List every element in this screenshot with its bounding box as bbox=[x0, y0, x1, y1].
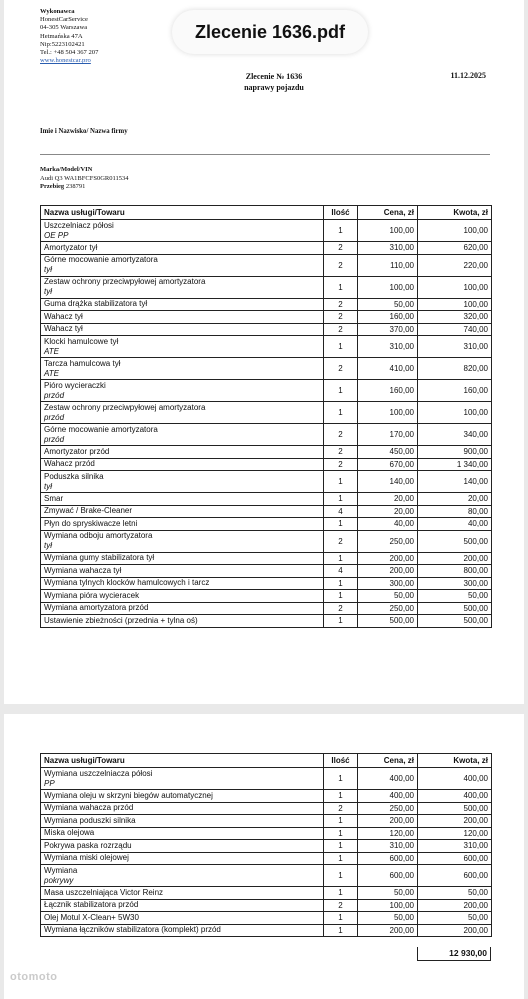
item-name-cell bbox=[41, 590, 324, 603]
item-qty: 1 bbox=[324, 336, 358, 358]
item-price: 670,00 bbox=[358, 458, 418, 471]
item-name-cell bbox=[41, 505, 324, 518]
item-name-cell bbox=[41, 323, 324, 336]
table-row bbox=[41, 276, 492, 298]
item-price: 400,00 bbox=[358, 768, 418, 790]
item-qty: 1 bbox=[324, 220, 358, 242]
item-qty: 2 bbox=[324, 298, 358, 311]
item-name-cell bbox=[41, 924, 324, 937]
item-qty: 1 bbox=[324, 380, 358, 402]
item-price: 310,00 bbox=[358, 840, 418, 853]
item-qty: 2 bbox=[324, 424, 358, 446]
item-name: Miska olejowa bbox=[44, 828, 95, 838]
item-qty: 1 bbox=[324, 768, 358, 790]
items-table-page-1 bbox=[40, 205, 492, 628]
item-name-cell bbox=[41, 827, 324, 840]
item-name: Wymiana oleju w skrzyni biegów automatycznej bbox=[44, 790, 213, 800]
item-name: Klocki hamulcowe tył bbox=[44, 336, 119, 346]
item-name: Guma drążka stabilizatora tył bbox=[44, 299, 148, 309]
table-row bbox=[41, 424, 492, 446]
item-amount: 740,00 bbox=[418, 323, 492, 336]
table-row bbox=[41, 518, 492, 531]
client-label: Imie i Nazwisko/ Nazwa firmy bbox=[40, 128, 128, 135]
item-qty: 1 bbox=[324, 276, 358, 298]
item-price: 250,00 bbox=[358, 602, 418, 615]
item-amount: 310,00 bbox=[418, 336, 492, 358]
item-name-cell bbox=[41, 790, 324, 803]
table-row bbox=[41, 358, 492, 380]
table-row bbox=[41, 768, 492, 790]
item-qty: 2 bbox=[324, 323, 358, 336]
item-note: ATE bbox=[44, 346, 59, 356]
table-row bbox=[41, 505, 492, 518]
item-amount: 20,00 bbox=[418, 493, 492, 506]
item-name-cell bbox=[41, 254, 324, 276]
item-qty: 2 bbox=[324, 311, 358, 324]
item-name-cell bbox=[41, 358, 324, 380]
item-name: Uszczelniacz półosi bbox=[44, 220, 114, 230]
vendor-street: Hetmańska 47A bbox=[40, 32, 83, 40]
header-qty: Ilość bbox=[324, 754, 358, 768]
item-price: 160,00 bbox=[358, 380, 418, 402]
item-name-cell bbox=[41, 471, 324, 493]
item-qty: 2 bbox=[324, 358, 358, 380]
vehicle-block bbox=[40, 166, 129, 192]
item-name: Górne mocowanie amortyzatora bbox=[44, 255, 158, 264]
item-price: 250,00 bbox=[358, 802, 418, 815]
table-row bbox=[41, 565, 492, 578]
item-price: 250,00 bbox=[358, 530, 418, 552]
item-name: Wymiana gumy stabilizatora tył bbox=[44, 553, 155, 563]
item-name: Wahacz tył bbox=[44, 311, 83, 321]
item-name-cell bbox=[41, 298, 324, 311]
item-amount: 200,00 bbox=[418, 899, 492, 912]
table-row bbox=[41, 924, 492, 937]
item-name: Wahacz przód bbox=[44, 459, 95, 469]
item-amount: 340,00 bbox=[418, 424, 492, 446]
vendor-block bbox=[40, 8, 98, 65]
order-title: Zlecenie № 1636 bbox=[245, 72, 303, 81]
item-price: 140,00 bbox=[358, 471, 418, 493]
item-qty: 2 bbox=[324, 254, 358, 276]
item-name-cell bbox=[41, 220, 324, 242]
item-qty: 2 bbox=[324, 899, 358, 912]
item-qty: 1 bbox=[324, 402, 358, 424]
item-name-cell bbox=[41, 424, 324, 446]
item-amount: 310,00 bbox=[418, 840, 492, 853]
vendor-city: 04-305 Warszawa bbox=[40, 24, 88, 32]
item-qty: 1 bbox=[324, 577, 358, 590]
vendor-label: Wykonawca bbox=[40, 8, 75, 15]
item-amount: 500,00 bbox=[418, 602, 492, 615]
table-row bbox=[41, 458, 492, 471]
item-qty: 1 bbox=[324, 615, 358, 628]
item-amount: 400,00 bbox=[418, 790, 492, 803]
item-amount: 200,00 bbox=[418, 815, 492, 828]
item-name: Tarcza hamulcowa tył bbox=[44, 358, 121, 368]
table-row bbox=[41, 311, 492, 324]
item-qty: 1 bbox=[324, 827, 358, 840]
item-amount: 600,00 bbox=[418, 852, 492, 865]
order-title-block bbox=[204, 71, 344, 93]
item-name: Pióro wycieraczki bbox=[44, 380, 106, 390]
item-name: Płyn do spryskiwacze letni bbox=[44, 518, 138, 528]
item-name-cell bbox=[41, 402, 324, 424]
item-price: 200,00 bbox=[358, 552, 418, 565]
item-price: 170,00 bbox=[358, 424, 418, 446]
item-price: 310,00 bbox=[358, 242, 418, 255]
vendor-name: HonestCarService bbox=[40, 16, 88, 24]
item-note: OE PP bbox=[44, 230, 69, 240]
item-note: przód bbox=[44, 390, 65, 400]
item-name: Wahacz tył bbox=[44, 324, 83, 334]
item-name: Poduszka silnika bbox=[44, 471, 104, 481]
item-amount: 200,00 bbox=[418, 924, 492, 937]
item-name: Zestaw ochrony przeciwpyłowej amortyzatora bbox=[44, 277, 206, 286]
item-note: pokrywy bbox=[44, 875, 74, 885]
header-amount: Kwota, zł bbox=[418, 206, 492, 220]
vendor-phone: Tel.: +48 504 367 207 bbox=[40, 49, 99, 57]
vendor-website-link[interactable]: www.honestcar.pro bbox=[40, 57, 91, 65]
item-name-cell bbox=[41, 276, 324, 298]
item-name-cell bbox=[41, 518, 324, 531]
item-amount: 400,00 bbox=[418, 768, 492, 790]
item-price: 100,00 bbox=[358, 276, 418, 298]
table-row bbox=[41, 899, 492, 912]
item-amount: 50,00 bbox=[418, 590, 492, 603]
table-row bbox=[41, 852, 492, 865]
item-note: przód bbox=[44, 412, 65, 422]
item-amount: 800,00 bbox=[418, 565, 492, 578]
table-row bbox=[41, 887, 492, 900]
file-name-badge bbox=[172, 10, 368, 54]
item-amount: 620,00 bbox=[418, 242, 492, 255]
item-name-cell bbox=[41, 565, 324, 578]
item-qty: 1 bbox=[324, 912, 358, 925]
table-row bbox=[41, 242, 492, 255]
item-qty: 1 bbox=[324, 840, 358, 853]
item-name-cell bbox=[41, 912, 324, 925]
item-price: 600,00 bbox=[358, 852, 418, 865]
item-name: Wymiana bbox=[44, 865, 78, 875]
table-row bbox=[41, 790, 492, 803]
item-qty: 2 bbox=[324, 802, 358, 815]
item-amount: 600,00 bbox=[418, 865, 492, 887]
item-amount: 320,00 bbox=[418, 311, 492, 324]
vehicle-value: Audi Q3 WA1BFCFS0GR011534 bbox=[40, 174, 129, 182]
table-row bbox=[41, 912, 492, 925]
item-price: 110,00 bbox=[358, 254, 418, 276]
item-amount: 120,00 bbox=[418, 827, 492, 840]
item-name-cell bbox=[41, 615, 324, 628]
item-note: przód bbox=[44, 434, 65, 444]
item-amount: 500,00 bbox=[418, 530, 492, 552]
item-name: Zmywać / Brake-Cleaner bbox=[44, 506, 133, 516]
item-note: tył bbox=[44, 287, 52, 296]
item-name-cell bbox=[41, 446, 324, 459]
header-name: Nazwa usługi/Towaru bbox=[41, 206, 324, 220]
item-name-cell bbox=[41, 802, 324, 815]
item-name: Wymiana wahacza tył bbox=[44, 565, 122, 575]
file-name: Zlecenie 1636.pdf bbox=[194, 21, 346, 42]
item-name: Zestaw ochrony przeciwpyłowej amortyzatora bbox=[44, 402, 206, 412]
item-qty: 1 bbox=[324, 471, 358, 493]
table-row bbox=[41, 298, 492, 311]
item-name: Masa uszczelniająca Victor Reinz bbox=[44, 887, 164, 897]
table-row bbox=[41, 220, 492, 242]
item-price: 40,00 bbox=[358, 518, 418, 531]
item-name: Wymiana poduszki silnika bbox=[44, 815, 136, 825]
item-name: Amortyzator przód bbox=[44, 446, 110, 456]
item-name: Wymiana amortyzatora przód bbox=[44, 603, 149, 613]
item-amount: 500,00 bbox=[418, 615, 492, 628]
item-amount: 100,00 bbox=[418, 402, 492, 424]
header-amount: Kwota, zł bbox=[418, 754, 492, 768]
item-amount: 200,00 bbox=[418, 552, 492, 565]
item-price: 100,00 bbox=[358, 220, 418, 242]
item-name: Wymiana uszczelniacza półosi bbox=[44, 768, 153, 778]
table-row bbox=[41, 590, 492, 603]
vehicle-label: Marka/Model/VIN bbox=[40, 166, 93, 173]
item-amount: 100,00 bbox=[418, 276, 492, 298]
item-price: 410,00 bbox=[358, 358, 418, 380]
item-qty: 1 bbox=[324, 790, 358, 803]
table-row bbox=[41, 815, 492, 828]
item-name-cell bbox=[41, 768, 324, 790]
item-name-cell bbox=[41, 815, 324, 828]
item-price: 500,00 bbox=[358, 615, 418, 628]
item-price: 200,00 bbox=[358, 565, 418, 578]
item-note: tył bbox=[44, 541, 52, 550]
item-qty: 2 bbox=[324, 458, 358, 471]
item-amount: 100,00 bbox=[418, 298, 492, 311]
table-row bbox=[41, 323, 492, 336]
item-name: Wymiana pióra wycieracek bbox=[44, 590, 140, 600]
item-name: Wymiana tylnych klocków hamulcowych i tarcz bbox=[44, 578, 210, 588]
item-name-cell bbox=[41, 380, 324, 402]
item-name-cell bbox=[41, 887, 324, 900]
table-row bbox=[41, 471, 492, 493]
table-row bbox=[41, 530, 492, 552]
item-name-cell bbox=[41, 852, 324, 865]
document-page-1 bbox=[4, 0, 524, 704]
header-price: Cena, zł bbox=[358, 754, 418, 768]
item-qty: 2 bbox=[324, 446, 358, 459]
item-qty: 1 bbox=[324, 887, 358, 900]
item-price: 600,00 bbox=[358, 865, 418, 887]
table-header-row bbox=[41, 754, 492, 768]
item-price: 50,00 bbox=[358, 887, 418, 900]
item-price: 50,00 bbox=[358, 912, 418, 925]
order-subtitle: naprawy pojazdu bbox=[244, 83, 304, 92]
item-qty: 2 bbox=[324, 242, 358, 255]
table-row bbox=[41, 336, 492, 358]
item-price: 120,00 bbox=[358, 827, 418, 840]
table-row bbox=[41, 615, 492, 628]
item-name-cell bbox=[41, 336, 324, 358]
table-row bbox=[41, 493, 492, 506]
item-name-cell bbox=[41, 899, 324, 912]
item-name: Wymiana miski olejowej bbox=[44, 853, 129, 863]
item-name: Łącznik stabilizatora przód bbox=[44, 900, 139, 910]
table-row bbox=[41, 827, 492, 840]
item-note: tył bbox=[44, 265, 52, 274]
item-price: 300,00 bbox=[358, 577, 418, 590]
item-name-cell bbox=[41, 577, 324, 590]
item-price: 160,00 bbox=[358, 311, 418, 324]
item-amount: 900,00 bbox=[418, 446, 492, 459]
mileage-label: Przebieg bbox=[40, 183, 65, 190]
item-price: 400,00 bbox=[358, 790, 418, 803]
item-note: PP bbox=[44, 778, 55, 788]
item-name-cell bbox=[41, 493, 324, 506]
table-row bbox=[41, 446, 492, 459]
table-row bbox=[41, 552, 492, 565]
item-name: Olej Motul X-Clean+ 5W30 bbox=[44, 912, 139, 922]
items-table-page-2 bbox=[40, 753, 492, 937]
item-qty: 2 bbox=[324, 602, 358, 615]
item-amount: 80,00 bbox=[418, 505, 492, 518]
item-name-cell bbox=[41, 840, 324, 853]
item-price: 200,00 bbox=[358, 815, 418, 828]
item-name-cell bbox=[41, 552, 324, 565]
table-row bbox=[41, 602, 492, 615]
item-amount: 220,00 bbox=[418, 254, 492, 276]
item-qty: 1 bbox=[324, 590, 358, 603]
item-amount: 300,00 bbox=[418, 577, 492, 590]
item-amount: 500,00 bbox=[418, 802, 492, 815]
item-qty: 4 bbox=[324, 565, 358, 578]
item-note: ATE bbox=[44, 368, 59, 378]
item-amount: 160,00 bbox=[418, 380, 492, 402]
table-row bbox=[41, 865, 492, 887]
table-row bbox=[41, 802, 492, 815]
item-amount: 40,00 bbox=[418, 518, 492, 531]
item-price: 20,00 bbox=[358, 505, 418, 518]
item-amount: 50,00 bbox=[418, 912, 492, 925]
table-header-row bbox=[41, 206, 492, 220]
mileage-value: 238791 bbox=[65, 183, 86, 190]
item-qty: 1 bbox=[324, 552, 358, 565]
document-page-2 bbox=[4, 714, 524, 999]
table-row bbox=[41, 840, 492, 853]
item-price: 50,00 bbox=[358, 590, 418, 603]
item-name: Smar bbox=[44, 493, 64, 503]
item-amount: 100,00 bbox=[418, 220, 492, 242]
item-name: Amortyzator tył bbox=[44, 242, 98, 252]
item-name-cell bbox=[41, 311, 324, 324]
item-price: 20,00 bbox=[358, 493, 418, 506]
watermark-logo: otomoto bbox=[10, 971, 58, 983]
item-price: 100,00 bbox=[358, 899, 418, 912]
header-price: Cena, zł bbox=[358, 206, 418, 220]
table-row bbox=[41, 402, 492, 424]
table-row bbox=[41, 254, 492, 276]
item-name-cell bbox=[41, 530, 324, 552]
item-price: 200,00 bbox=[358, 924, 418, 937]
item-amount: 1 340,00 bbox=[418, 458, 492, 471]
item-name-cell bbox=[41, 602, 324, 615]
table-row bbox=[41, 577, 492, 590]
header-name: Nazwa usługi/Towaru bbox=[41, 754, 324, 768]
item-name: Wymiana wahacza przód bbox=[44, 803, 134, 813]
item-name-cell bbox=[41, 865, 324, 887]
order-date: 11.12.2025 bbox=[450, 71, 486, 80]
item-price: 100,00 bbox=[358, 402, 418, 424]
header-qty: Ilość bbox=[324, 206, 358, 220]
item-amount: 820,00 bbox=[418, 358, 492, 380]
item-name-cell bbox=[41, 458, 324, 471]
item-qty: 4 bbox=[324, 505, 358, 518]
item-price: 450,00 bbox=[358, 446, 418, 459]
item-name: Pokrywa paska rozrządu bbox=[44, 840, 132, 850]
item-price: 310,00 bbox=[358, 336, 418, 358]
item-note: tył bbox=[44, 481, 52, 491]
item-qty: 2 bbox=[324, 530, 358, 552]
item-qty: 1 bbox=[324, 865, 358, 887]
item-price: 50,00 bbox=[358, 298, 418, 311]
item-name: Wymiana łączników stabilizatora (komplekt) przód bbox=[44, 925, 221, 935]
item-price: 370,00 bbox=[358, 323, 418, 336]
table-row bbox=[41, 380, 492, 402]
item-qty: 1 bbox=[324, 815, 358, 828]
grand-total: 12 930,00 bbox=[417, 947, 491, 961]
item-amount: 50,00 bbox=[418, 887, 492, 900]
item-name: Górne mocowanie amortyzatora bbox=[44, 424, 158, 434]
item-qty: 1 bbox=[324, 518, 358, 531]
item-name: Wymiana odboju amortyzatora bbox=[44, 531, 153, 540]
item-amount: 140,00 bbox=[418, 471, 492, 493]
item-name-cell bbox=[41, 242, 324, 255]
item-qty: 1 bbox=[324, 852, 358, 865]
item-qty: 1 bbox=[324, 924, 358, 937]
item-name: Ustawienie zbieżności (przednia + tylna oś) bbox=[44, 615, 198, 625]
divider bbox=[40, 154, 490, 155]
item-qty: 1 bbox=[324, 493, 358, 506]
vendor-nip: Nip:5223102421 bbox=[40, 40, 85, 48]
